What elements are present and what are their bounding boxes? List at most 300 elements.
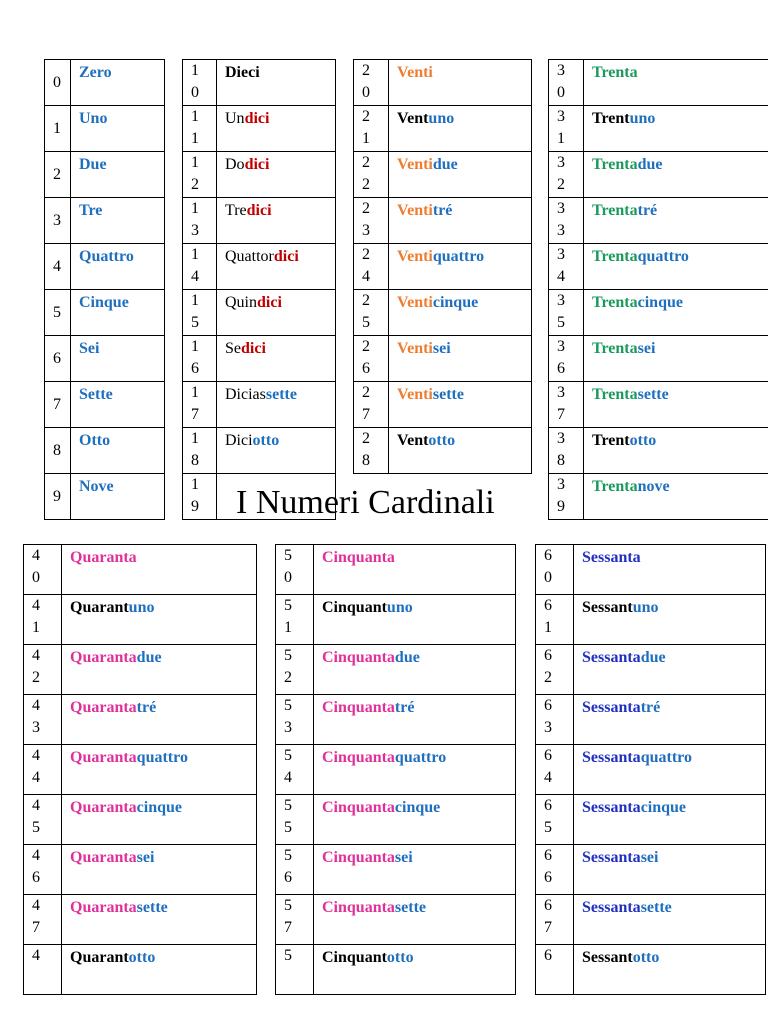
word-cell	[574, 545, 766, 595]
digit: 1	[32, 619, 40, 636]
word-cell	[584, 290, 768, 336]
table-row	[549, 106, 768, 152]
number-cell	[354, 336, 389, 382]
digit: 0	[284, 569, 292, 586]
table-row	[276, 595, 516, 645]
word-part: tré	[394, 699, 415, 716]
digit: 7	[32, 919, 40, 936]
word-part: Quaranta	[70, 899, 137, 916]
digit: 4	[32, 547, 40, 564]
word-part: Venti	[397, 202, 433, 219]
digit: 5	[284, 547, 292, 564]
digit: 6	[191, 360, 199, 377]
digit: 3	[557, 430, 565, 447]
number-cell	[354, 290, 389, 336]
digit: 4	[32, 697, 40, 714]
number-cell	[45, 336, 71, 382]
word-part: uno	[632, 599, 659, 616]
word-part: Trenta	[592, 202, 638, 219]
word-cell	[584, 244, 768, 290]
word-cell	[314, 745, 516, 795]
word-part: Quaranta	[70, 699, 137, 716]
digit: 1	[191, 246, 199, 263]
word-part: otto	[428, 432, 456, 449]
digit: 6	[544, 847, 552, 864]
table-row	[24, 895, 257, 945]
digit: 3	[557, 384, 565, 401]
word-part: Se	[225, 340, 241, 357]
digit: 7	[284, 919, 292, 936]
number-cell	[549, 244, 584, 290]
digit: 5	[284, 847, 292, 864]
table-row	[276, 795, 516, 845]
word-part: Sessanta	[582, 649, 641, 666]
number-cell	[276, 795, 314, 845]
word-cell	[217, 336, 336, 382]
word-part: Trent	[592, 432, 630, 449]
page-title: I Numeri Cardinali	[236, 484, 495, 521]
word-part: Dicias	[225, 386, 266, 403]
table-row	[276, 845, 516, 895]
table-row	[536, 795, 766, 845]
number-cell	[24, 695, 62, 745]
word-part: Dieci	[225, 64, 260, 81]
word-part: uno	[629, 110, 656, 127]
word-part: due	[432, 156, 458, 173]
number-cell	[549, 382, 584, 428]
digit: 4	[32, 747, 40, 764]
digit: 6	[32, 869, 40, 886]
word-part: Quaranta	[70, 549, 137, 566]
word-cell	[71, 60, 165, 106]
digit: 1	[544, 619, 552, 636]
digit: 3	[544, 719, 552, 736]
number-cell	[24, 745, 62, 795]
word-cell	[217, 152, 336, 198]
digit: 2	[191, 176, 199, 193]
word-part: Quattor	[225, 248, 274, 265]
word-part: Cinquanta	[322, 849, 395, 866]
table-row	[24, 695, 257, 745]
word-part: Sessanta	[582, 799, 641, 816]
word-part: Due	[79, 156, 107, 173]
table-row	[536, 595, 766, 645]
word-part: Cinquanta	[322, 749, 395, 766]
digit: 5	[557, 314, 565, 331]
digit: 0	[544, 569, 552, 586]
word-part: Sessant	[582, 599, 633, 616]
table-row	[183, 60, 336, 106]
word-part: Sessanta	[582, 749, 641, 766]
digit: 7	[53, 395, 61, 413]
number-cell	[276, 695, 314, 745]
word-cell	[389, 382, 532, 428]
number-cell	[24, 845, 62, 895]
table-row	[549, 244, 768, 290]
digit: 1	[191, 130, 199, 147]
digit: 1	[191, 62, 199, 79]
word-part: Venti	[397, 64, 433, 81]
number-cell	[549, 290, 584, 336]
word-cell	[584, 152, 768, 198]
numbers-table-20-28	[353, 59, 532, 474]
word-cell	[71, 428, 165, 474]
number-cell	[24, 895, 62, 945]
word-cell	[62, 845, 257, 895]
word-part: Venti	[397, 386, 433, 403]
number-cell	[354, 198, 389, 244]
word-cell	[574, 645, 766, 695]
digit: 7	[557, 406, 565, 423]
word-part: Sessanta	[582, 699, 641, 716]
word-cell	[574, 895, 766, 945]
word-cell	[62, 545, 257, 595]
word-part: Cinquanta	[322, 899, 395, 916]
word-part: nove	[637, 478, 670, 495]
digit: 2	[362, 430, 370, 447]
digit: 5	[32, 819, 40, 836]
digit: 5	[53, 303, 61, 321]
word-cell	[71, 198, 165, 244]
word-part: Trenta	[592, 340, 638, 357]
digit: 0	[557, 84, 565, 101]
word-part: otto	[386, 949, 414, 966]
digit: 1	[191, 338, 199, 355]
number-cell	[24, 545, 62, 595]
word-part: Vent	[397, 432, 429, 449]
word-part: tré	[637, 202, 658, 219]
number-cell	[183, 152, 217, 198]
word-part: quattro	[432, 248, 485, 265]
digit: 0	[32, 569, 40, 586]
table-row	[45, 336, 165, 382]
word-cell	[574, 795, 766, 845]
word-cell	[584, 474, 768, 520]
digit: 3	[557, 338, 565, 355]
number-cell	[536, 845, 574, 895]
word-cell	[574, 945, 766, 995]
word-part: Cinquanta	[322, 699, 395, 716]
word-part: Sessanta	[582, 899, 641, 916]
word-part: Tre	[225, 202, 247, 219]
number-cell	[183, 382, 217, 428]
word-part: uno	[386, 599, 413, 616]
word-part: otto	[128, 949, 156, 966]
digit: 1	[557, 130, 565, 147]
word-part: sei	[640, 849, 659, 866]
word-part: quattro	[394, 749, 447, 766]
table-row	[24, 545, 257, 595]
table-row	[183, 106, 336, 152]
word-part: tré	[136, 699, 157, 716]
number-cell	[45, 290, 71, 336]
number-cell	[183, 290, 217, 336]
word-cell	[217, 60, 336, 106]
word-part: dici	[257, 294, 282, 311]
digit: 0	[362, 84, 370, 101]
table-row	[276, 695, 516, 745]
digit: 2	[362, 154, 370, 171]
digit: 4	[557, 268, 565, 285]
table-row	[354, 290, 532, 336]
digit: 5	[284, 897, 292, 914]
word-part: due	[640, 649, 666, 666]
digit: 6	[544, 797, 552, 814]
word-part: sette	[640, 899, 672, 916]
number-cell	[536, 895, 574, 945]
digit: 3	[557, 292, 565, 309]
table-row	[45, 428, 165, 474]
table-row	[45, 106, 165, 152]
digit: 8	[53, 441, 61, 459]
number-cell	[45, 244, 71, 290]
digit: 4	[32, 797, 40, 814]
digit: 3	[557, 154, 565, 171]
table-row	[536, 895, 766, 945]
word-part: Cinquanta	[322, 799, 395, 816]
word-part: Quaranta	[70, 649, 137, 666]
digit: 5	[284, 819, 292, 836]
number-cell	[536, 645, 574, 695]
word-cell	[62, 695, 257, 745]
word-part: cinque	[637, 294, 683, 311]
word-cell	[389, 60, 532, 106]
table-row	[183, 336, 336, 382]
number-cell	[549, 336, 584, 382]
table-row	[536, 945, 766, 995]
digit: 1	[191, 108, 199, 125]
word-cell	[389, 106, 532, 152]
word-part: sei	[394, 849, 413, 866]
word-part: dici	[246, 202, 272, 219]
table-row	[183, 244, 336, 290]
word-cell	[62, 645, 257, 695]
digit: 7	[191, 406, 199, 423]
number-cell	[45, 474, 71, 520]
word-part: Cinque	[79, 294, 129, 311]
word-part: cinque	[136, 799, 183, 816]
table-row	[24, 845, 257, 895]
word-part: Trenta	[592, 64, 638, 81]
word-part: uno	[128, 599, 155, 616]
table-row	[536, 645, 766, 695]
digit: 1	[53, 119, 61, 137]
word-cell	[574, 745, 766, 795]
digit: 8	[557, 452, 565, 469]
word-cell	[217, 428, 336, 474]
number-cell	[549, 474, 584, 520]
digit: 5	[284, 697, 292, 714]
digit: 3	[284, 719, 292, 736]
word-cell	[584, 336, 768, 382]
digit: 4	[32, 769, 40, 786]
word-part: Tre	[79, 202, 103, 219]
digit: 1	[191, 154, 199, 171]
number-cell	[276, 595, 314, 645]
digit: 3	[557, 222, 565, 239]
word-part: Zero	[79, 64, 112, 81]
word-part: Sessanta	[582, 849, 641, 866]
word-part: due	[394, 649, 420, 666]
word-cell	[584, 106, 768, 152]
word-cell	[389, 198, 532, 244]
number-cell	[45, 428, 71, 474]
word-cell	[584, 198, 768, 244]
word-part: quattro	[136, 749, 188, 766]
table-row	[536, 695, 766, 745]
number-cell	[183, 336, 217, 382]
word-part: Un	[225, 110, 245, 127]
word-part: due	[136, 649, 162, 666]
word-part: otto	[632, 949, 660, 966]
word-part: dici	[241, 340, 266, 357]
word-part: Otto	[79, 432, 111, 449]
number-cell	[24, 645, 62, 695]
word-part: tré	[432, 202, 453, 219]
table-row	[276, 895, 516, 945]
word-part: sette	[265, 386, 297, 403]
table-row	[24, 745, 257, 795]
table-row	[549, 474, 768, 520]
number-cell	[354, 382, 389, 428]
word-part: cinque	[394, 799, 441, 816]
word-cell	[62, 945, 257, 995]
table-row	[276, 945, 516, 995]
word-cell	[314, 795, 516, 845]
numbers-table-0-9	[44, 59, 165, 520]
digit: 3	[557, 476, 565, 493]
word-cell	[217, 382, 336, 428]
word-cell	[71, 382, 165, 428]
number-cell	[45, 152, 71, 198]
word-part: Cinquanta	[322, 649, 395, 666]
number-cell	[536, 595, 574, 645]
digit: 1	[284, 619, 292, 636]
number-cell	[549, 106, 584, 152]
digit: 9	[557, 498, 565, 515]
word-part: quattro	[637, 248, 689, 265]
word-cell	[389, 428, 532, 474]
table-row	[183, 290, 336, 336]
digit: 4	[32, 897, 40, 914]
digit: 4	[53, 257, 61, 275]
word-cell	[62, 745, 257, 795]
table-row	[45, 244, 165, 290]
table-row	[45, 60, 165, 106]
word-cell	[574, 595, 766, 645]
table-row	[45, 382, 165, 428]
word-part: Cinquant	[322, 949, 387, 966]
word-part: Sessant	[582, 949, 633, 966]
digit: 2	[362, 176, 370, 193]
word-part: tré	[640, 699, 661, 716]
table-row	[45, 474, 165, 520]
word-cell	[389, 336, 532, 382]
digit: 1	[362, 130, 370, 147]
table-row	[45, 290, 165, 336]
table-row	[549, 290, 768, 336]
number-cell	[24, 945, 62, 995]
number-cell	[45, 382, 71, 428]
digit: 2	[362, 338, 370, 355]
numbers-table-30-39	[548, 59, 768, 520]
word-part: due	[637, 156, 663, 173]
numbers-table-40-48	[23, 544, 257, 995]
digit: 3	[557, 62, 565, 79]
digit: 4	[32, 947, 40, 964]
table-row	[354, 382, 532, 428]
digit: 4	[191, 268, 199, 285]
digit: 6	[544, 647, 552, 664]
digit: 0	[53, 73, 61, 91]
digit: 3	[53, 211, 61, 229]
word-cell	[62, 795, 257, 845]
word-part: Quarant	[70, 599, 129, 616]
digit: 2	[362, 292, 370, 309]
word-cell	[71, 336, 165, 382]
word-part: Cinquant	[322, 599, 387, 616]
digit: 2	[32, 669, 40, 686]
word-cell	[314, 845, 516, 895]
number-cell	[354, 152, 389, 198]
digit: 4	[362, 268, 370, 285]
number-cell	[183, 244, 217, 290]
number-cell	[549, 152, 584, 198]
number-cell	[536, 545, 574, 595]
digit: 3	[557, 246, 565, 263]
digit: 6	[53, 349, 61, 367]
numbers-table-60-68	[535, 544, 766, 995]
word-part: Quattro	[79, 248, 134, 265]
word-part: uno	[428, 110, 455, 127]
digit: 4	[32, 847, 40, 864]
word-part: Nove	[79, 478, 114, 495]
table-row	[24, 595, 257, 645]
digit: 2	[284, 669, 292, 686]
word-part: sette	[637, 386, 669, 403]
table-row	[549, 336, 768, 382]
digit: 1	[191, 476, 199, 493]
table-row	[354, 60, 532, 106]
word-part: quattro	[640, 749, 692, 766]
digit: 3	[32, 719, 40, 736]
digit: 1	[191, 292, 199, 309]
word-cell	[584, 428, 768, 474]
word-cell	[314, 695, 516, 745]
digit: 6	[544, 747, 552, 764]
word-part: Vent	[397, 110, 429, 127]
digit: 4	[544, 769, 552, 786]
table-row	[354, 152, 532, 198]
table-row	[276, 545, 516, 595]
number-cell	[24, 795, 62, 845]
word-cell	[389, 152, 532, 198]
number-cell	[354, 428, 389, 474]
word-cell	[62, 895, 257, 945]
digit: 5	[284, 647, 292, 664]
table-row	[183, 152, 336, 198]
digit: 2	[362, 246, 370, 263]
number-cell	[536, 945, 574, 995]
table-row	[549, 198, 768, 244]
digit: 1	[191, 430, 199, 447]
table-row	[549, 60, 768, 106]
number-cell	[183, 60, 217, 106]
digit: 5	[284, 797, 292, 814]
number-cell	[276, 745, 314, 795]
digit: 6	[362, 360, 370, 377]
digit: 5	[284, 747, 292, 764]
